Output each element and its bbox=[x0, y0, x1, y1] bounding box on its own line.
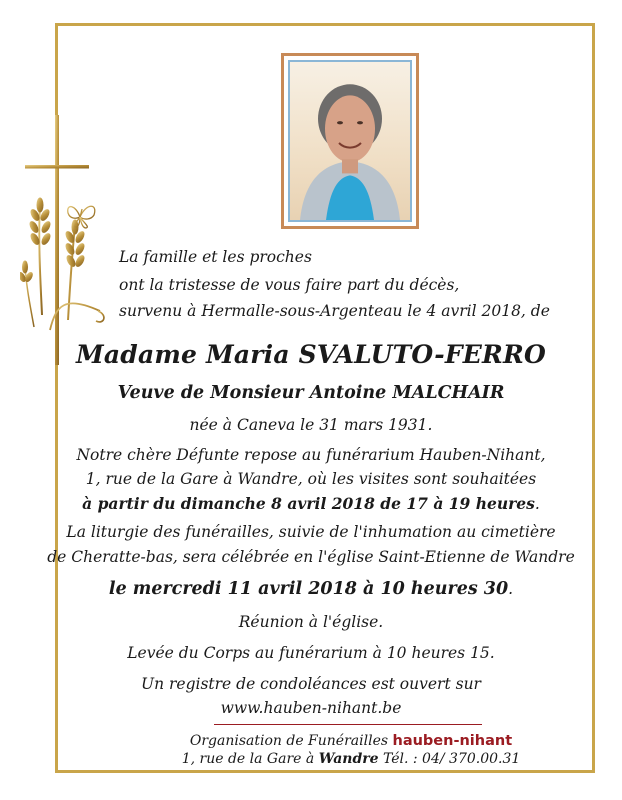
liturgy-line-1: La liturgie des funérailles, suivie de l'inhumation au cimetière bbox=[66, 523, 556, 541]
portrait-frame bbox=[281, 53, 419, 229]
funeral-date: le mercredi 11 avril 2018 à 10 heures 30. bbox=[108, 579, 514, 599]
visitation-line-1: Notre chère Défunte repose au funérarium Hauben-Nihant, bbox=[76, 446, 546, 464]
registry-url[interactable]: www.hauben-nihant.be bbox=[220, 699, 402, 717]
portrait-photo bbox=[288, 60, 412, 222]
reunion-note: Réunion à l'église. bbox=[238, 613, 384, 631]
liturgy-line-2: de Cheratte-bas, sera célébrée en l'église Saint-Etienne de Wandre bbox=[47, 548, 575, 566]
brand-logo: hauben-nihant bbox=[392, 733, 513, 749]
cross-wheat-ornament bbox=[20, 115, 130, 365]
footer-org: Organisation de Funérailles hauben-nihant bbox=[189, 733, 513, 749]
intro-line-3: survenu à Hermalle-sous-Argenteau le 4 avril 2018, de bbox=[119, 302, 550, 320]
footer-address: 1, rue de la Gare à Wandre Tél. : 04/ 370.00.31 bbox=[181, 751, 521, 767]
intro-line-2: ont la tristesse de vous faire part du décès, bbox=[119, 276, 460, 294]
visitation-line-3: à partir du dimanche 8 avril 2018 de 17 à 19 heures. bbox=[82, 494, 540, 513]
visitation-hours: à partir du dimanche 8 avril 2018 de 17 à 19 heures bbox=[82, 494, 535, 513]
visitation-line-2: 1, rue de la Gare à Wandre, où les visites sont souhaitées bbox=[85, 470, 537, 488]
footer-divider bbox=[214, 724, 482, 725]
levee-note: Levée du Corps au funérarium à 10 heures 15. bbox=[127, 644, 495, 662]
footer-phone: Tél. : 04/ 370.00.31 bbox=[382, 751, 521, 767]
widow-of: Veuve de Monsieur Antoine MALCHAIR bbox=[117, 383, 505, 403]
deceased-name: Madame Maria SVALUTO-FERRO bbox=[76, 340, 546, 369]
intro-line-1: La famille et les proches bbox=[119, 248, 312, 266]
registry-line: Un registre de condoléances est ouvert sur bbox=[141, 675, 481, 693]
birth-info: née à Caneva le 31 mars 1931. bbox=[189, 416, 433, 434]
funeral-date-bold: le mercredi 11 avril 2018 à 10 heures 30 bbox=[108, 579, 509, 599]
